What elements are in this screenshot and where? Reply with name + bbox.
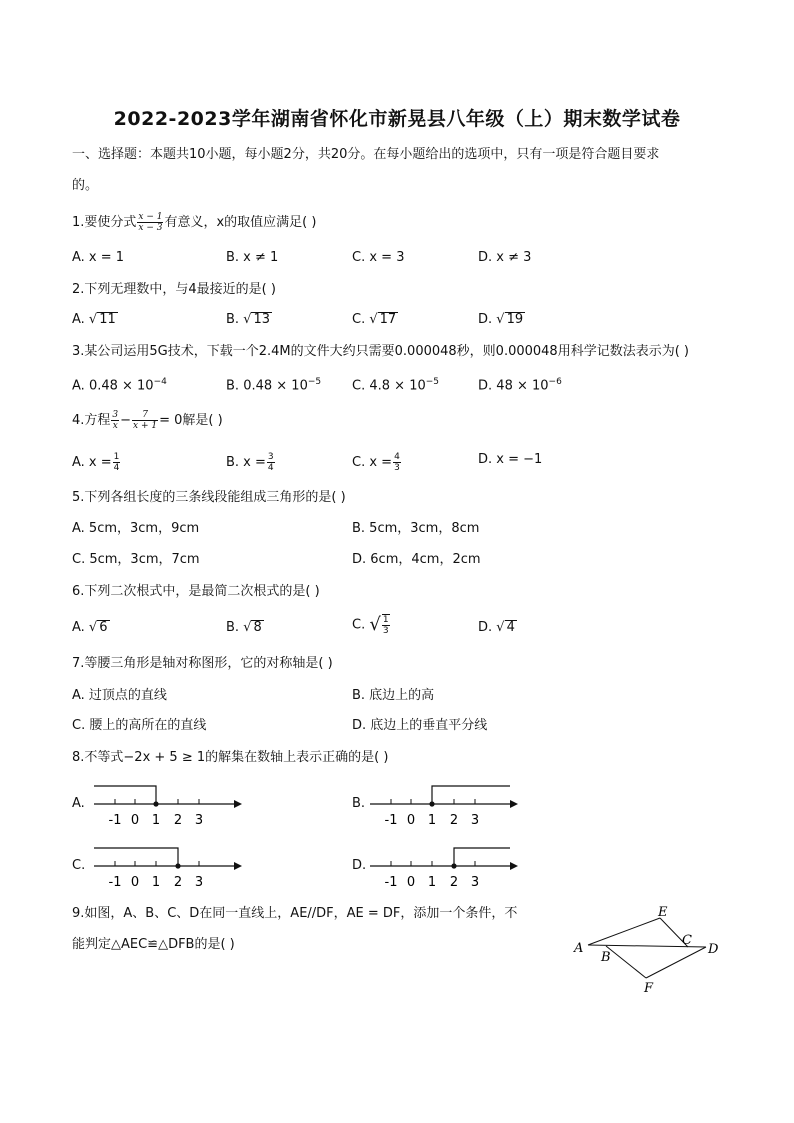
q5-option-d: D. 6cm，4cm，2cm <box>352 552 481 567</box>
number-line-c <box>88 842 248 892</box>
q4-option-c: C. x = $\frac{4}{3}$ <box>352 452 400 473</box>
tick-label: 1 <box>151 875 161 890</box>
q5-option-c: C. 5cm，3cm，7cm <box>72 552 200 567</box>
tick-label: 0 <box>130 875 140 890</box>
q1-frac-num: x − 1 <box>138 212 163 222</box>
q5-option-a: A. 5cm，3cm，9cm <box>72 521 200 536</box>
q7-option-a: A. 过顶点的直线 <box>72 688 167 703</box>
question-9-line2: 能判定△AEC≌△DFB的是( ) <box>72 937 235 952</box>
point-label-c: C <box>682 933 692 948</box>
q2-label-c: C. <box>352 312 366 327</box>
q1-option-d: D. x ≠ 3 <box>478 250 532 265</box>
q6-option-a: A. √ 6 <box>72 620 108 635</box>
point-label-b: B <box>601 950 611 965</box>
tick-label: 3 <box>194 875 204 890</box>
q2-option-b: B. √ 13 <box>226 312 271 327</box>
question-5-stem: 5.下列各组长度的三条线段能组成三角形的是( ) <box>72 490 346 505</box>
q4-option-d: D. x = −1 <box>478 452 543 467</box>
q4-minus: − <box>120 413 132 428</box>
number-line-b <box>364 780 524 830</box>
q3-option-d: D. $48 \times 10^{-6}$ <box>478 377 562 394</box>
point-label-f: F <box>644 981 654 996</box>
q6-option-b: B. √ 8 <box>226 620 262 635</box>
q1-option-a: A. x = 1 <box>72 250 125 265</box>
tick-label: 0 <box>406 813 416 828</box>
q2-option-d: D. √ 19 <box>478 312 524 327</box>
number-line-a <box>88 780 248 830</box>
question-8-stem: 8.不等式−2x + 5 ≥ 1的解集在数轴上表示正确的是( ) <box>72 750 389 765</box>
q3-option-a: A. $0.48 \times 10^{-4}$ <box>72 377 167 394</box>
q4-option-b: B. x = $\frac{3}{4}$ <box>226 452 274 473</box>
tick-label: 1 <box>427 875 437 890</box>
question-1-stem <box>72 212 316 233</box>
geometry-figure <box>566 900 730 996</box>
page-title: 2022-2023学年湖南省怀化市新晃县八年级（上）期末数学试卷 <box>113 108 681 130</box>
number-line-d <box>364 842 524 892</box>
question-6-stem: 6.下列二次根式中，是最简二次根式的是( ) <box>72 584 320 599</box>
q1-option-b: B. x ≠ 1 <box>226 250 279 265</box>
q1-fraction <box>137 212 163 233</box>
q2-label-b: B. <box>226 312 240 327</box>
q4-suffix: = 0解是( ) <box>159 413 223 428</box>
point-label-a: A <box>574 941 584 956</box>
tick-label: -1 <box>108 813 122 828</box>
q3-option-b: B. $0.48 \times 10^{-5}$ <box>226 377 322 394</box>
q6-option-c: C. √ $\frac{1}{3}$ <box>352 614 389 636</box>
question-2-stem: 2.下列无理数中，与4最接近的是( ) <box>72 282 276 297</box>
q6-option-d: D. √ 4 <box>478 620 515 635</box>
q2-option-c: C. √ 17 <box>352 312 397 327</box>
q4-fraction-2: $\frac{7}{x + 1}$ <box>133 410 158 431</box>
tick-label: 2 <box>173 875 183 890</box>
tick-label: 2 <box>449 875 459 890</box>
tick-label: 0 <box>130 813 140 828</box>
tick-label: -1 <box>108 875 122 890</box>
question-4-stem <box>72 410 223 431</box>
q1-prefix: 1.要使分式 <box>72 215 137 230</box>
tick-label: 3 <box>470 813 480 828</box>
q2-option-a: A. √ 11 <box>72 312 116 327</box>
q8-label-a: A. <box>72 796 85 811</box>
q2-radicand-a: 11 <box>99 312 116 327</box>
tick-label: 0 <box>406 875 416 890</box>
q1-frac-den: x − 3 <box>138 223 163 233</box>
q1-suffix: 有意义，x的取值应满足( ) <box>164 215 317 230</box>
section-heading-line1: 一、选择题：本题共10小题，每小题2分，共20分。在每小题给出的选项中，只有一项是符合题目要求 <box>72 147 660 162</box>
tick-label: 3 <box>194 813 204 828</box>
q7-option-c: C. 腰上的高所在的直线 <box>72 718 207 733</box>
q8-label-c: C. <box>72 858 86 873</box>
question-7-stem: 7.等腰三角形是轴对称图形，它的对称轴是( ) <box>72 656 333 671</box>
q8-label-d: D. <box>352 858 367 873</box>
q1-option-c: C. x = 3 <box>352 250 405 265</box>
q4-fraction-1: $\frac{3}{x}$ <box>112 410 119 431</box>
q2-label-a: A. <box>72 312 85 327</box>
q2-label-d: D. <box>478 312 493 327</box>
question-3-stem: 3.某公司运用5G技术，下载一个2.4M的文件大约只需要0.000048秒，则0.000048用科学记数法表示为( ) <box>72 344 689 359</box>
q8-label-b: B. <box>352 796 366 811</box>
q4-prefix: 4.方程 <box>72 413 111 428</box>
tick-label: 1 <box>151 813 161 828</box>
q4-option-a: A. x = $\frac{1}{4}$ <box>72 452 120 473</box>
q2-radicand-d: 19 <box>506 312 524 327</box>
q2-radicand-b: 13 <box>253 312 271 327</box>
tick-label: 1 <box>427 813 437 828</box>
tick-label: -1 <box>384 875 398 890</box>
tick-label: 3 <box>470 875 480 890</box>
q3-option-c: C. $4.8 \times 10^{-5}$ <box>352 377 440 394</box>
tick-label: 2 <box>173 813 183 828</box>
q5-option-b: B. 5cm，3cm，8cm <box>352 521 480 536</box>
section-heading-line2: 的。 <box>72 178 99 193</box>
q7-option-b: B. 底边上的高 <box>352 688 435 703</box>
point-label-e: E <box>658 905 668 920</box>
point-label-d: D <box>708 942 719 957</box>
question-9-line1: 9.如图，A、B、C、D在同一直线上，AE//DF，AE = DF，添加一个条件，不 <box>72 906 518 921</box>
q7-option-d: D. 底边上的垂直平分线 <box>352 718 488 733</box>
q2-radicand-c: 17 <box>379 312 397 327</box>
tick-label: 2 <box>449 813 459 828</box>
tick-label: -1 <box>384 813 398 828</box>
